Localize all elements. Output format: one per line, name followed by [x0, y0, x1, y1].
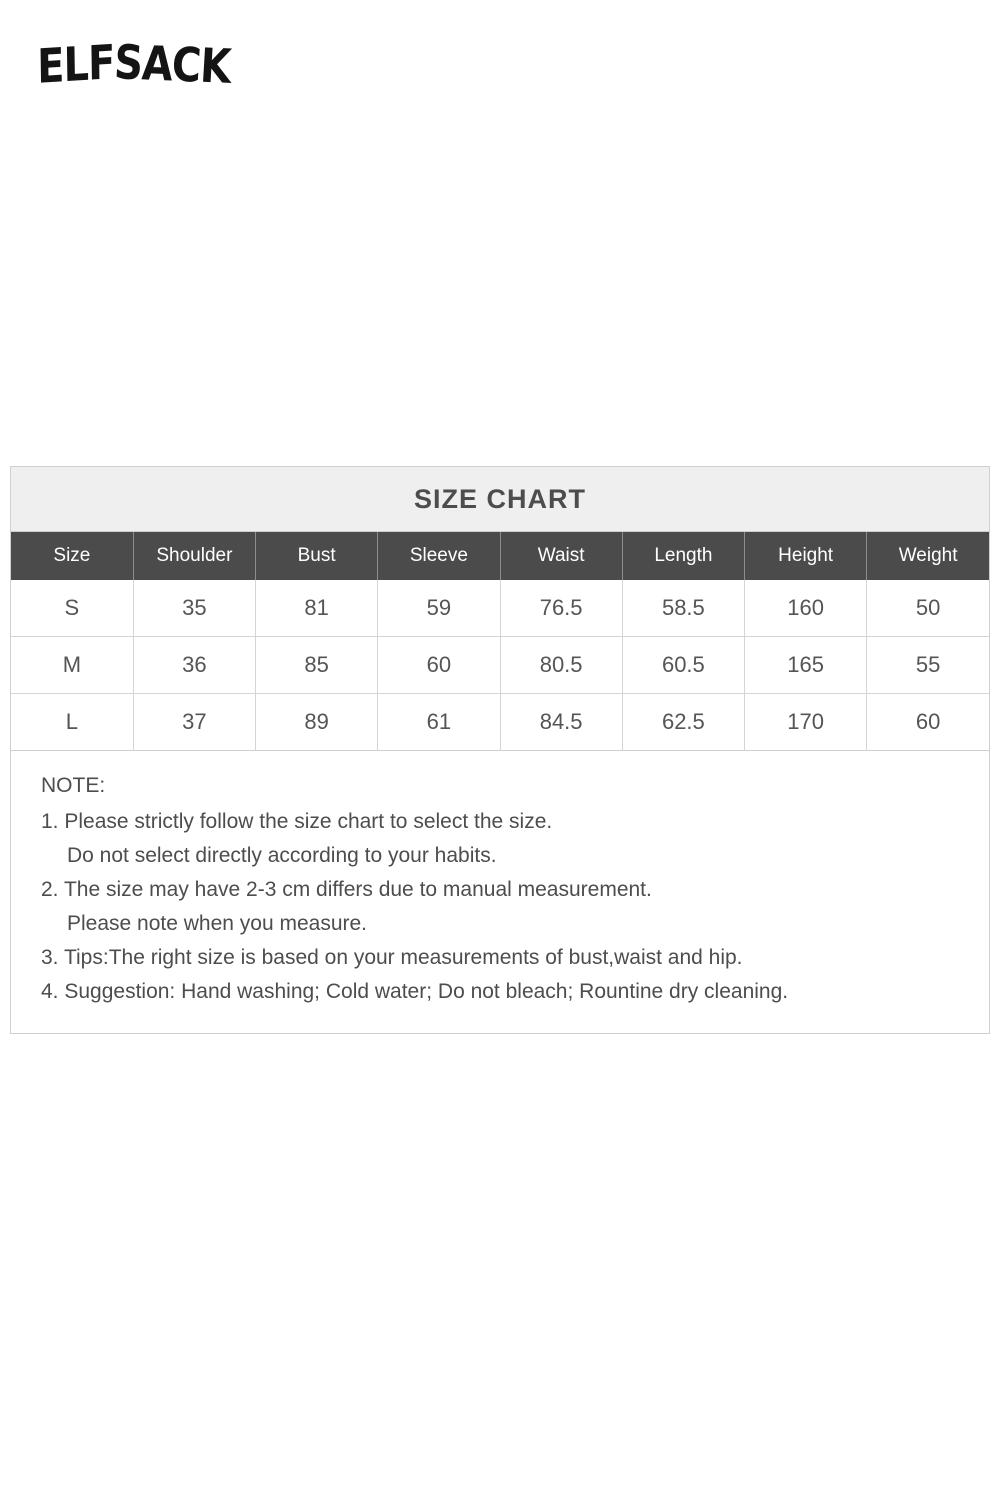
cell-weight: 55: [867, 637, 989, 694]
cell-height: 170: [745, 694, 867, 751]
table-row: [11, 580, 989, 637]
cell-sleeve: 59: [378, 580, 500, 637]
cell-length: 62.5: [622, 694, 744, 751]
column-header-sleeve: Sleeve: [378, 532, 500, 580]
note-line-1b: Do not select directly according to your habits.: [67, 844, 497, 868]
brand-logo: [36, 35, 232, 95]
brand-logo-sack: SACK: [112, 35, 232, 95]
cell-shoulder: 37: [133, 694, 255, 751]
column-header-waist: Waist: [500, 532, 622, 580]
cell-bust: 85: [256, 637, 378, 694]
column-header-shoulder: Shoulder: [133, 532, 255, 580]
size-chart-table: [11, 532, 989, 751]
cell-length: 58.5: [622, 580, 744, 637]
table-header-row: [11, 532, 989, 580]
cell-bust: 89: [256, 694, 378, 751]
cell-height: 160: [745, 580, 867, 637]
column-header-weight: Weight: [867, 532, 989, 580]
cell-height: 165: [745, 637, 867, 694]
cell-size: M: [11, 637, 133, 694]
note-heading: NOTE:: [41, 774, 106, 797]
note-line-2b: Please note when you measure.: [67, 912, 368, 936]
note-line-2: 2. The size may have 2-3 cm differs due to manual measurement.: [41, 878, 652, 902]
cell-waist: 76.5: [500, 580, 622, 637]
cell-sleeve: 61: [378, 694, 500, 751]
cell-size: L: [11, 694, 133, 751]
cell-weight: 60: [867, 694, 989, 751]
column-header-height: Height: [745, 532, 867, 580]
cell-bust: 81: [256, 580, 378, 637]
note-line-3: 3. Tips:The right size is based on your measurements of bust,waist and hip.: [41, 946, 743, 970]
cell-shoulder: 35: [133, 580, 255, 637]
cell-length: 60.5: [622, 637, 744, 694]
column-header-length: Length: [622, 532, 744, 580]
cell-shoulder: 36: [133, 637, 255, 694]
table-row: [11, 637, 989, 694]
cell-weight: 50: [867, 580, 989, 637]
note-line-1: 1. Please strictly follow the size chart to select the size.: [41, 810, 553, 834]
cell-size: S: [11, 580, 133, 637]
column-header-bust: Bust: [256, 532, 378, 580]
size-chart-panel: [10, 466, 990, 1034]
cell-waist: 84.5: [500, 694, 622, 751]
cell-sleeve: 60: [378, 637, 500, 694]
brand-logo-elf: ELF: [36, 35, 115, 95]
column-header-size: Size: [11, 532, 133, 580]
table-row: [11, 694, 989, 751]
note-line-4: 4. Suggestion: Hand washing; Cold water; Do not bleach; Rountine dry cleaning.: [41, 980, 789, 1004]
note-section: [11, 751, 989, 1033]
size-chart-title: SIZE CHART: [11, 467, 989, 532]
cell-waist: 80.5: [500, 637, 622, 694]
